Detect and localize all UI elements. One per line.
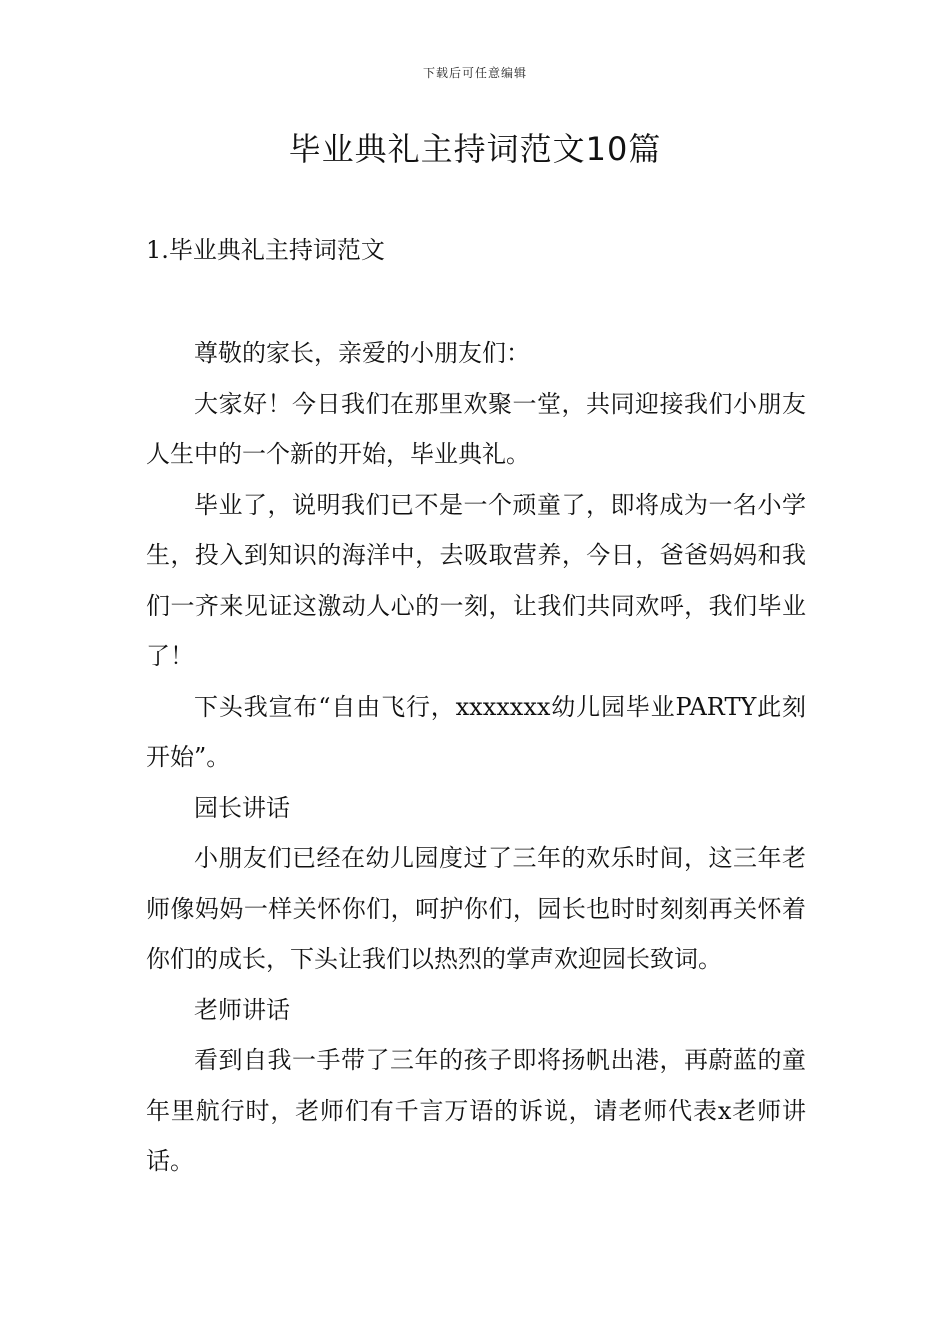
- document-body: [146, 328, 806, 1187]
- paragraph-teacher-heading: 老师讲话: [194, 995, 290, 1024]
- section-heading: 1.毕业典礼主持词范文: [146, 236, 385, 264]
- document-title: 毕业典礼主持词范文10篇: [288, 130, 662, 168]
- page-header-note: 下载后可任意编辑: [422, 66, 527, 80]
- paragraph-graduation: 毕业了，说明我们已不是一个顽童了，即将成为一名小学生，投入到知识的海洋中，去吸取营养，今日，爸爸妈妈和我们一齐来见证这激动人心的一刻，让我们共同欢呼，我们毕业了！: [146, 490, 806, 670]
- paragraph-principal-intro: 小朋友们已经在幼儿园度过了三年的欢乐时间，这三年老师像妈妈一样关怀你们，呵护你们，园长也时时刻刻再关怀着你们的成长，下头让我们以热烈的掌声欢迎园长致词。: [146, 844, 806, 973]
- paragraph-announcement: 下头我宣布“自由飞行，xxxxxxx幼儿园毕业PARTY此刻开始”。: [146, 692, 806, 771]
- paragraph-welcome: 大家好！今日我们在那里欢聚一堂，共同迎接我们小朋友人生中的一个新的开始，毕业典礼。: [146, 389, 806, 468]
- paragraph-principal-heading: 园长讲话: [194, 793, 290, 822]
- paragraph-greeting: 尊敬的家长，亲爱的小朋友们：: [194, 339, 530, 367]
- paragraph-teacher-intro: 看到自我一手带了三年的孩子即将扬帆出港，再蔚蓝的童年里航行时，老师们有千言万语的诉说，请老师代表x老师讲话。: [146, 1046, 806, 1175]
